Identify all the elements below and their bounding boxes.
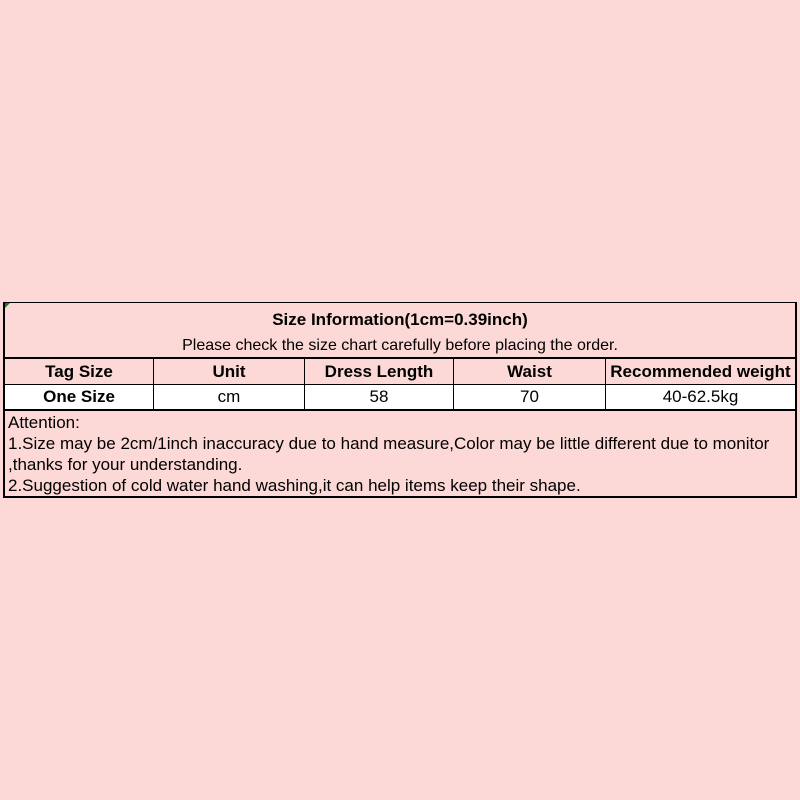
data-cell-dress-length: 58 <box>305 385 454 409</box>
header-cell-waist: Waist <box>454 359 606 384</box>
attention-heading: Attention: <box>8 413 80 432</box>
table-header-row <box>5 359 795 385</box>
header-cell-dress-length: Dress Length <box>305 359 454 384</box>
attention-section <box>5 411 795 496</box>
header-cell-tag-size: Tag Size <box>5 359 154 384</box>
attention-note-2: 2.Suggestion of cold water hand washing,it can help items keep their shape. <box>8 476 581 495</box>
table-title: Size Information(1cm=0.39inch) <box>272 310 528 329</box>
attention-note-1: 1.Size may be 2cm/1inch inaccuracy due to hand measure,Color may be little different due to monitor <box>8 434 770 453</box>
data-cell-tag-size: One Size <box>5 385 154 409</box>
attention-note-1-continued: ,thanks for your understanding. <box>8 455 243 474</box>
data-cell-recommended-weight: 40-62.5kg <box>662 387 739 406</box>
data-cell-unit: cm <box>154 385 305 409</box>
size-info-table <box>3 302 797 498</box>
header-cell-unit: Unit <box>154 359 305 384</box>
cell-corner-marker-icon <box>5 303 10 308</box>
header-cell-recommended-weight: Recommended weight <box>610 362 791 381</box>
table-title-cell <box>5 303 795 359</box>
table-data-row <box>5 385 795 411</box>
table-subtitle: Please check the size chart carefully before placing the order. <box>182 337 618 354</box>
data-cell-waist: 70 <box>454 385 606 409</box>
